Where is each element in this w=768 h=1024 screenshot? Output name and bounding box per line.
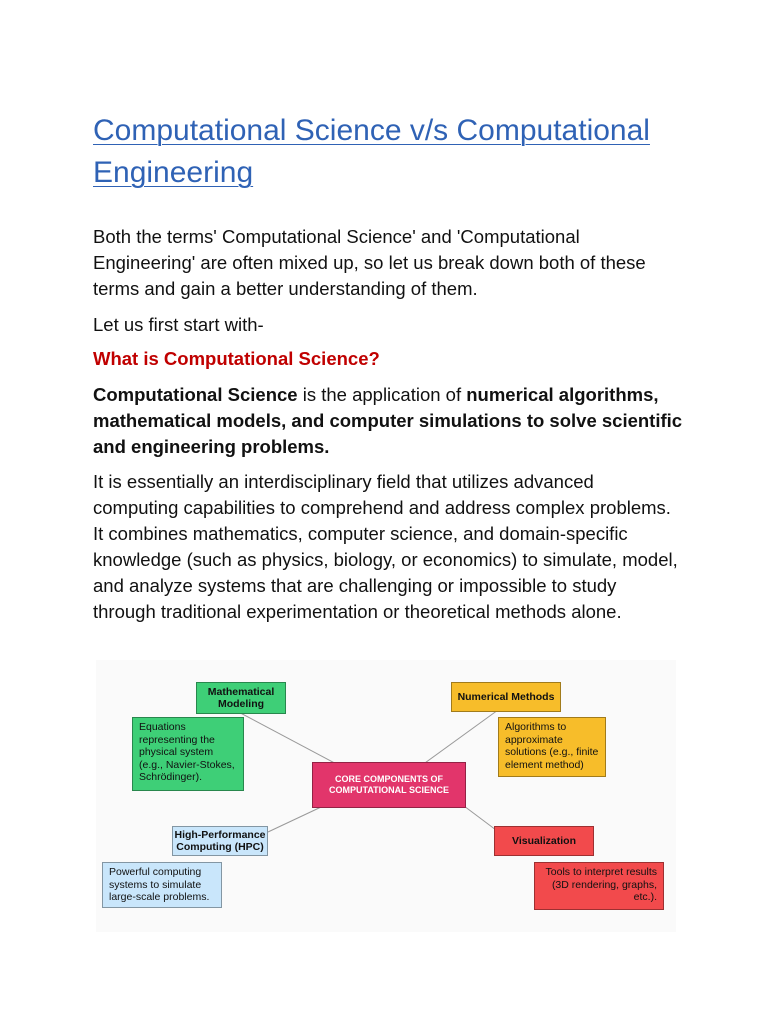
definition-term: Computational Science bbox=[93, 384, 298, 405]
document-title: Computational Science v/s Computational Engineering bbox=[93, 114, 650, 189]
numerical-methods-node: Numerical Methods bbox=[451, 682, 561, 712]
numerical-methods-desc: Algorithms to approximate solutions (e.g., finite element method) bbox=[498, 717, 606, 777]
visualization-desc: Tools to interpret results (3D rendering, graphs, etc.). bbox=[534, 862, 664, 910]
definition-middle: is the application of bbox=[297, 384, 467, 405]
hpc-desc: Powerful computing systems to simulate large-scale problems. bbox=[102, 862, 222, 908]
definition-paragraph bbox=[93, 382, 683, 460]
section-heading: What is Computational Science? bbox=[93, 348, 380, 369]
hpc-node: High-Performance Computing (HPC) bbox=[172, 826, 268, 856]
math-modeling-node: Mathematical Modeling bbox=[196, 682, 286, 714]
core-components-diagram bbox=[96, 660, 676, 932]
math-modeling-desc: Equations representing the physical system (e.g., Navier-Stokes, Schrödinger). bbox=[132, 717, 244, 791]
body-paragraph: It is essentially an interdisciplinary field that utilizes advanced computing capabilities to comprehend and address complex problems. It combines mathematics, computer science, and domain-specific knowledge (such as physics, biology, or economics) to simulate, model, and analyze systems that are challenging or impossible to study through traditional experimentation or theoretical methods alone. bbox=[93, 471, 678, 622]
core-components-center: CORE COMPONENTS OF COMPUTATIONAL SCIENCE bbox=[312, 762, 466, 808]
connector-numerical bbox=[418, 710, 498, 768]
intro-paragraph: Both the terms' Computational Science' and 'Computational Engineering' are often mixed up, so let us break down both of these terms and gain a better understanding of them. bbox=[93, 226, 646, 299]
lead-paragraph: Let us first start with- bbox=[93, 314, 264, 335]
visualization-node: Visualization bbox=[494, 826, 594, 856]
definition-bold-rest: numerical algorithms, mathematical models, and computer simulations to solve scientific and engineering problems. bbox=[93, 384, 683, 457]
